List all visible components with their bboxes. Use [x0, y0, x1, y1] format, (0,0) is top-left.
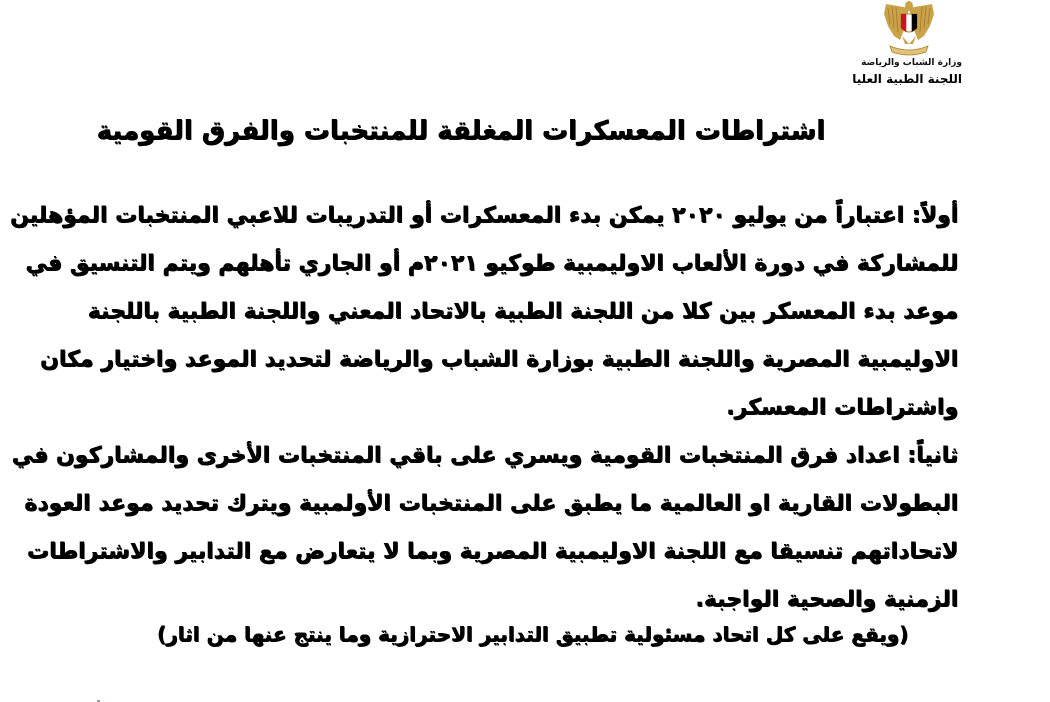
committee-name: اللجنة الطبية العليا: [852, 72, 962, 86]
section-first: [9, 192, 958, 432]
ministry-name: وزارة الشباب والرياضة: [861, 58, 962, 68]
closing-note: (ويقع على كل اتحاد مسئولية تطبيق التدابير الاحترازية وما ينتج عنها من اثار): [156, 622, 909, 646]
paragraph-line: للمشاركة في دورة الألعاب الاوليمبية طوكيو ٢٠٢١م أو الجاري تأهلهم ويتم التنسيق في: [25, 251, 958, 276]
paragraph-line: ثانياً: اعداد فرق المنتخبات القومية ويسري على باقي المنتخبات الأخرى والمشاركون في: [11, 443, 958, 468]
paragraph-line: الزمنية والصحية الواجبة.: [695, 587, 958, 612]
paragraph-line: الاوليمبية المصرية واللجنة الطبية بوزارة الشباب والرياضة لتحديد الموعد واختيار مكان: [39, 347, 958, 372]
egypt-eagle-emblem-icon: [880, 0, 938, 58]
paragraph-line: أولاً: اعتباراً من يوليو ٢٠٢٠ يمكن بدء المعسكرات أو التدريبات للاعبي المنتخبات المؤهلين: [9, 203, 958, 228]
paragraph-line: البطولات القارية او العالمية ما يطبق على المنتخبات الأولمبية ويترك تحديد موعد العودة: [24, 491, 958, 516]
paragraph-line: واشتراطات المعسكر.: [726, 395, 958, 420]
document-title: اشتراطات المعسكرات المغلقة للمنتخبات والفرق القومية: [96, 116, 825, 146]
paragraph-line: لاتحاداتهم تنسيقا مع اللجنة الاوليمبية المصرية وبما لا يتعارض مع التدابير والاشتراطات: [26, 539, 958, 564]
paragraph-line: موعد بدء المعسكر بين كلا من اللجنة الطبية بالاتحاد المعني واللجنة الطبية باللجنة: [87, 299, 958, 324]
document-body: [9, 192, 958, 624]
letterhead: [852, 0, 972, 95]
section-second: [11, 432, 958, 624]
